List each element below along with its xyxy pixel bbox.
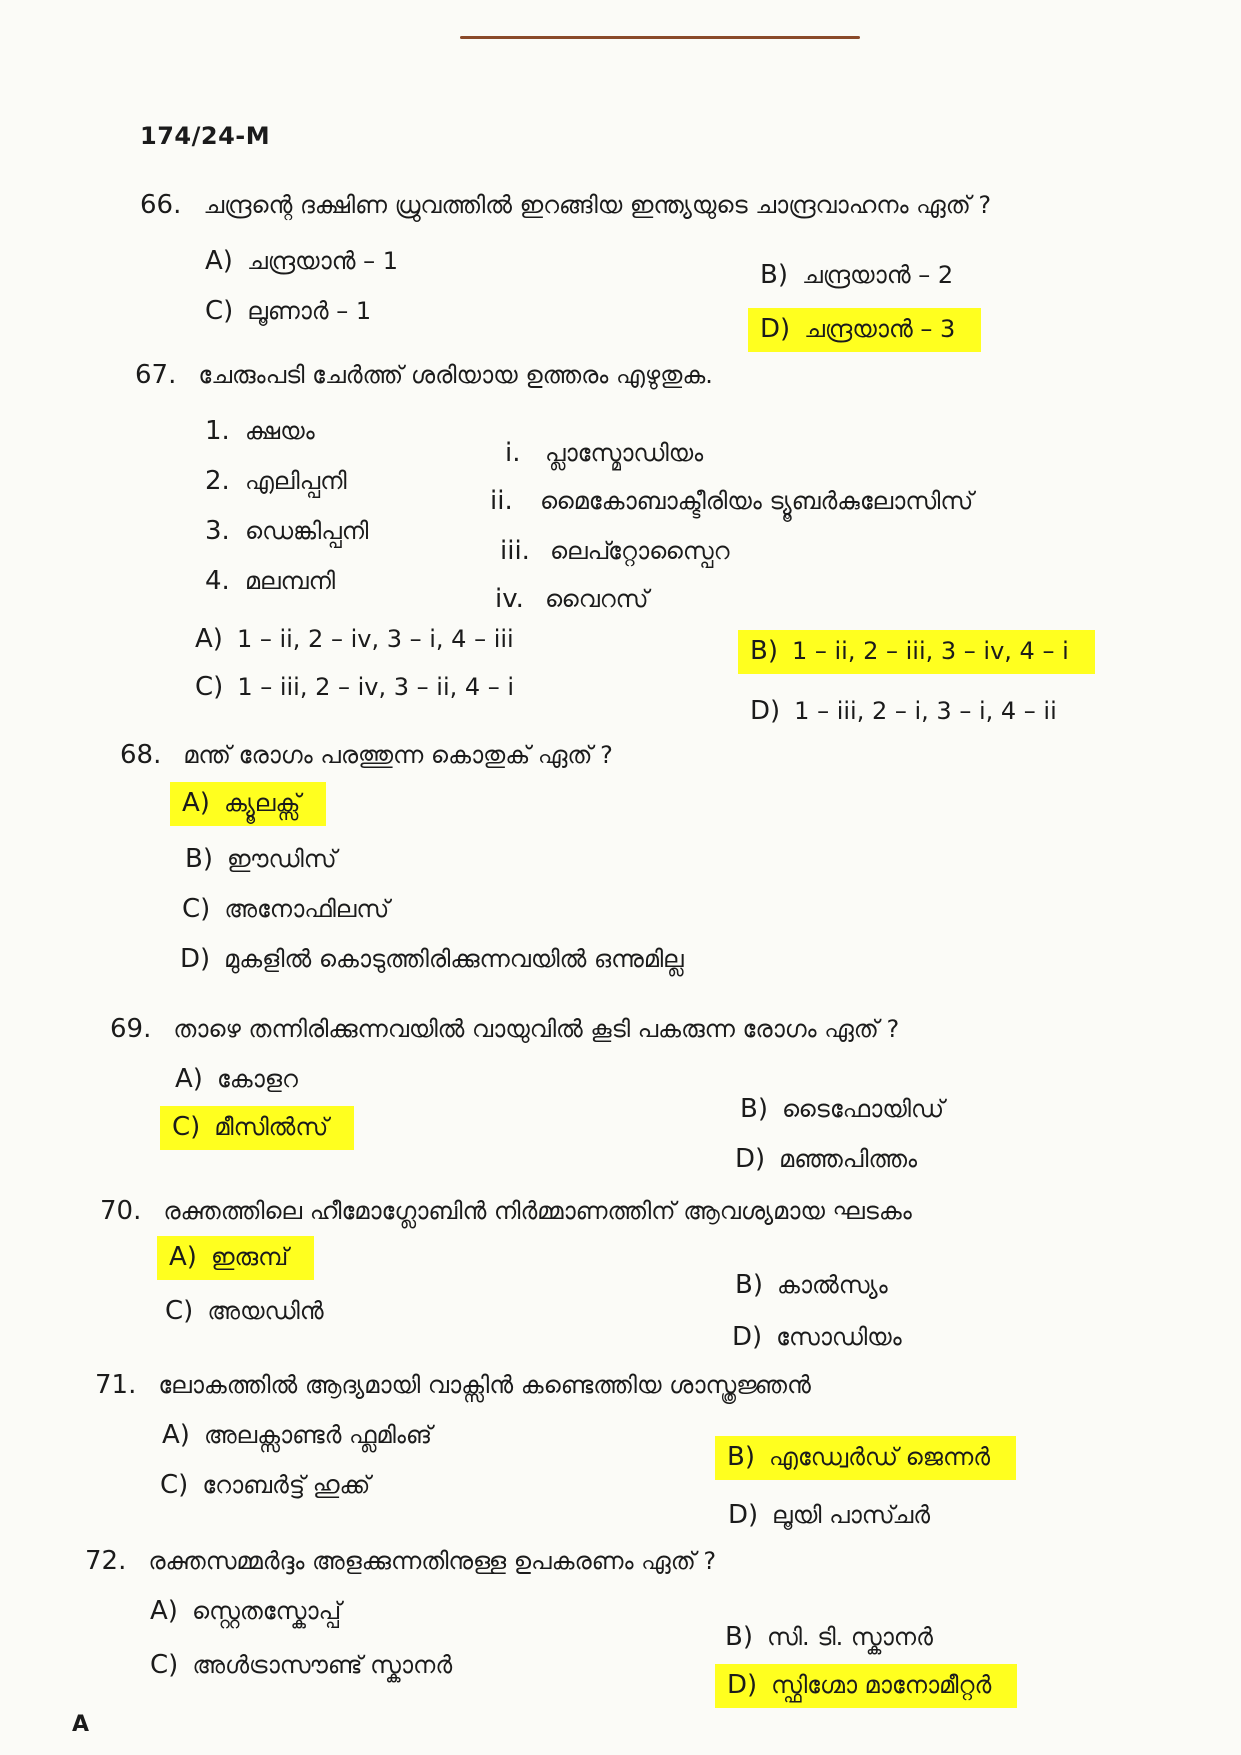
match-left-4: 4. മലമ്പനി bbox=[205, 566, 336, 596]
match-left-3: 3. ഡെങ്കിപ്പനി bbox=[205, 516, 369, 546]
option-72-a: A) സ്റ്റെതസ്കോപ്പ് bbox=[150, 1596, 342, 1626]
option-69-a: A) കോളറ bbox=[175, 1064, 298, 1094]
match-left-2: 2. എലിപ്പനി bbox=[205, 466, 347, 496]
option-70-c: C) അയഡിൻ bbox=[165, 1296, 324, 1326]
option-66-d-highlighted: D) ചന്ദ്രയാൻ – 3 bbox=[748, 308, 981, 352]
option-67-d: D) 1 – iii, 2 – i, 3 – i, 4 – ii bbox=[750, 696, 1057, 726]
question-text: മന്ത് രോഗം പരത്തുന്ന കൊതുക് ഏത് ? bbox=[183, 741, 613, 769]
question-72 bbox=[85, 1546, 716, 1576]
question-text: രക്തസമ്മർദ്ദം അളക്കുന്നതിനുള്ള ഉപകരണം ഏത് ? bbox=[148, 1547, 717, 1575]
option-68-b: B) ഈഡിസ് bbox=[185, 844, 337, 874]
question-number: 72. bbox=[85, 1546, 127, 1576]
question-69 bbox=[110, 1014, 899, 1044]
option-69-d: D) മഞ്ഞപിത്തം bbox=[735, 1144, 918, 1174]
option-71-b-highlighted: B) എഡ്വേർഡ് ജെന്നർ bbox=[715, 1436, 1016, 1480]
match-left-1: 1. ക്ഷയം bbox=[205, 416, 315, 446]
question-67 bbox=[135, 360, 713, 390]
question-text: ചന്ദ്രന്റെ ദക്ഷിണ ധ്രുവത്തിൽ ഇറങ്ങിയ ഇന്ത്യയുടെ ചാന്ദ്രവാഹനം ഏത് ? bbox=[203, 191, 992, 219]
option-71-d: D) ലൂയി പാസ്ചർ bbox=[728, 1500, 931, 1530]
option-66-c: C) ലൂണാർ – 1 bbox=[205, 296, 372, 326]
question-71 bbox=[95, 1370, 811, 1400]
question-number: 70. bbox=[100, 1196, 142, 1226]
match-right-iii: iii. ലെപ്റ്റോസ്പൈറ bbox=[500, 536, 730, 566]
option-71-a: A) അലക്സാണ്ടർ ഫ്ലമിംങ് bbox=[162, 1420, 433, 1450]
question-number: 69. bbox=[110, 1014, 152, 1044]
option-67-c: C) 1 – iii, 2 – iv, 3 – ii, 4 – i bbox=[195, 672, 515, 702]
option-68-a-highlighted: A) ക്യൂലക്സ് bbox=[170, 782, 326, 826]
option-66-b: B) ചന്ദ്രയാൻ – 2 bbox=[760, 260, 954, 290]
option-72-c: C) അൾട്രാസൗണ്ട് സ്കാനർ bbox=[150, 1650, 453, 1680]
question-text: താഴെ തന്നിരിക്കുന്നവയിൽ വായുവിൽ കൂടി പകരുന്ന രോഗം ഏത് ? bbox=[173, 1015, 900, 1043]
option-72-d-highlighted: D) സ്ഫിഗ്മോ മാനോമീറ്റർ bbox=[715, 1664, 1017, 1708]
option-66-a: A) ചന്ദ്രയാൻ – 1 bbox=[205, 246, 399, 276]
option-70-b: B) കാൽസ്യം bbox=[735, 1270, 888, 1300]
question-number: 68. bbox=[120, 740, 162, 770]
option-69-b: B) ടൈഫോയിഡ് bbox=[740, 1094, 945, 1124]
question-text: ലോകത്തിൽ ആദ്യമായി വാക്സിൻ കണ്ടെത്തിയ ശാസ്ത്രജ്ഞൻ bbox=[158, 1371, 811, 1399]
question-66 bbox=[140, 190, 991, 220]
option-67-b-highlighted: B) 1 – ii, 2 – iii, 3 – iv, 4 – i bbox=[738, 630, 1095, 674]
question-70 bbox=[100, 1196, 912, 1226]
question-68 bbox=[120, 740, 613, 770]
question-text: രക്തത്തിലെ ഹീമോഗ്ലോബിൻ നിർമ്മാണത്തിന് ആവശ്യമായ ഘടകം bbox=[163, 1197, 912, 1225]
top-edge-line bbox=[460, 36, 860, 39]
option-72-b: B) സി. ടി. സ്കാനർ bbox=[725, 1622, 933, 1652]
option-70-a-highlighted: A) ഇരുമ്പ് bbox=[157, 1236, 314, 1280]
option-68-d: D) മുകളിൽ കൊടുത്തിരിക്കുന്നവയിൽ ഒന്നുമില്ല bbox=[180, 944, 684, 974]
footer-letter: A bbox=[72, 1712, 90, 1737]
match-right-i: i. പ്ലാസ്മോഡിയം bbox=[505, 438, 704, 468]
option-70-d: D) സോഡിയം bbox=[732, 1322, 902, 1352]
question-text: ചേരുംപടി ചേർത്ത് ശരിയായ ഉത്തരം എഴുതുക. bbox=[198, 361, 713, 389]
option-71-c: C) റോബർട്ട് ഹുക്ക് bbox=[160, 1470, 371, 1500]
question-number: 71. bbox=[95, 1370, 137, 1400]
option-68-c: C) അനോഫിലസ് bbox=[182, 894, 390, 924]
question-number: 67. bbox=[135, 360, 177, 390]
match-right-iv: iv. വൈറസ് bbox=[495, 584, 649, 614]
match-right-ii: ii. മൈകോബാക്ടീരിയം ട്യൂബർകുലോസിസ് bbox=[490, 486, 974, 516]
question-number: 66. bbox=[140, 190, 182, 220]
option-67-a: A) 1 – ii, 2 – iv, 3 – i, 4 – iii bbox=[195, 624, 514, 654]
page-code: 174/24-M bbox=[140, 122, 271, 150]
option-69-c-highlighted: C) മീസിൽസ് bbox=[160, 1106, 354, 1150]
